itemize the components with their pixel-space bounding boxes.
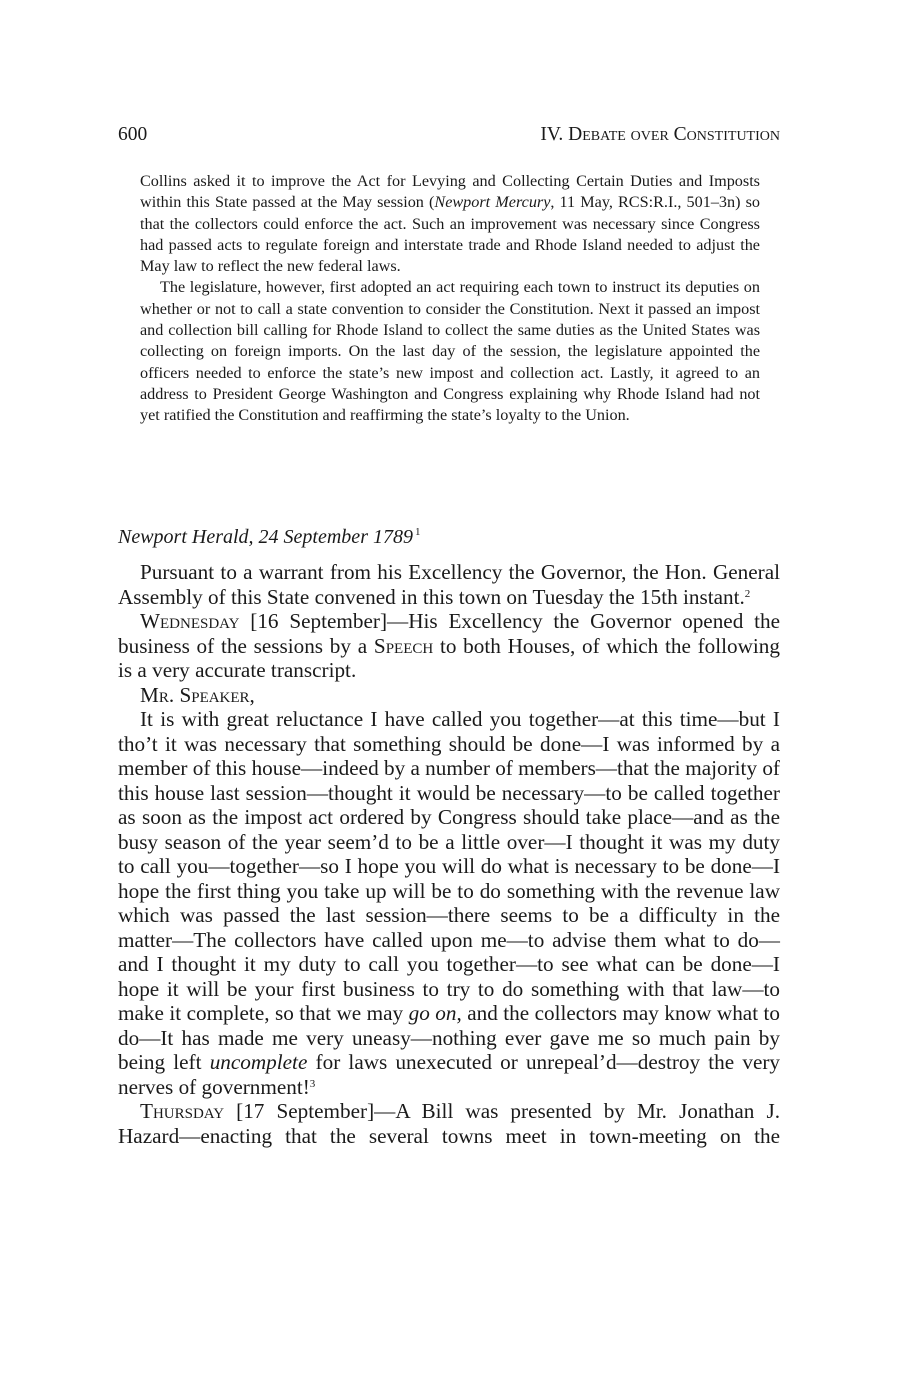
body-text: for laws unexecuted or unrepeal’d—destroy the very nerves of government!	[118, 1050, 780, 1099]
body-paragraph-4	[118, 1099, 780, 1148]
editorial-headnote	[140, 171, 760, 427]
body-text: Pursuant to a warrant from his Excellency the Governor, the Hon. General Assembly of this State convened in this town on Tuesday the 15th instant.	[118, 560, 780, 609]
italic-phrase: go on	[408, 1001, 457, 1025]
headnote-text: Collins asked it to improve the Act for Levying and Collecting Certain Duties and Imposts within this State passed at the May session (	[140, 172, 760, 212]
body-paragraph-2	[118, 609, 780, 683]
footnote-ref: 2	[744, 587, 751, 600]
footnote-ref: 1	[414, 526, 421, 538]
document-body	[118, 560, 780, 1148]
body-text: [16 September]—His Excellency the Governor opened the business of the sessions by a	[118, 609, 780, 658]
headnote-text: , 11 May, RCS:R.I., 501–3n) so that the collectors could enforce the act. Such an improvement was necessary since Congress had passed acts to regulate foreign and interstate trade and Rhode Island needed to adjust the May law to reflect the new federal laws.	[140, 193, 760, 276]
body-text: It is with great reluctance I have called you together—at this time—but I tho’t it was necessary that something should be done—I was informed by a member of this house—indeed by a number of members—that the majority of this house last session—thought it would be necessary—to be called together as soon as the impost act ordered by Congress should take place—and as the busy season of the year seem’d to be a little over—I thought it was my duty to call you—together—so I hope you will do what is necessary to be done—I hope the first thing you take up will be to do something with the revenue law which was passed the last session—there seems to be a difficulty in the matter—The collectors have called upon me—to advise them what to do—and I thought it my duty to call you together—to see what can be done—I hope it will be your first business to try to do something with that law—to make it complete, so that we may	[118, 707, 780, 1025]
day-label: Wednesday	[140, 609, 240, 633]
speech-label: Speech	[373, 633, 434, 658]
day-label: Thursday	[140, 1099, 225, 1123]
page-number: 600	[118, 124, 148, 145]
document-title	[118, 526, 420, 549]
salutation: Mr. Speaker,	[140, 682, 255, 707]
headnote-paragraph-2: The legislature, however, first adopted an act requiring each town to instruct its deputies on whether or not to call a state convention to consider the Constitution. Next it passed an impost and collection bill calling for Rhode Island to collect the same duties as the United States was collecting on foreign imports. On the last day of the session, the legislature appointed the officers needed to enforce the state’s new impost and collection act. Lastly, it agreed to an address to President George Washington and Congress explaining why Rhode Island had not yet ratified the Constitution and reaffirming the state’s loyalty to the Union.	[140, 278, 760, 425]
body-text: to both Houses, of which the following is a very accurate transcript.	[118, 633, 780, 682]
document-title-text: Newport Herald, 24 September 1789	[118, 526, 413, 548]
headnote-paragraph-1	[140, 171, 760, 277]
italic-word: uncomplete	[209, 1050, 308, 1074]
running-title: IV. Debate over Constitution	[540, 124, 780, 145]
body-paragraph-3	[118, 707, 780, 1099]
body-paragraph-1	[118, 560, 780, 609]
running-header	[118, 124, 780, 150]
newspaper-title: Newport Mercury	[434, 193, 551, 212]
body-text: [17 September]—A Bill was presented by Mr. Jonathan J. Hazard—enacting that the several towns meet in town-meeting on the	[118, 1099, 780, 1148]
body-text: , and the collectors may know what to do—It has made me very uneasy—nothing ever gave me so much pain by being left	[118, 1001, 781, 1074]
footnote-ref: 3	[309, 1077, 316, 1090]
